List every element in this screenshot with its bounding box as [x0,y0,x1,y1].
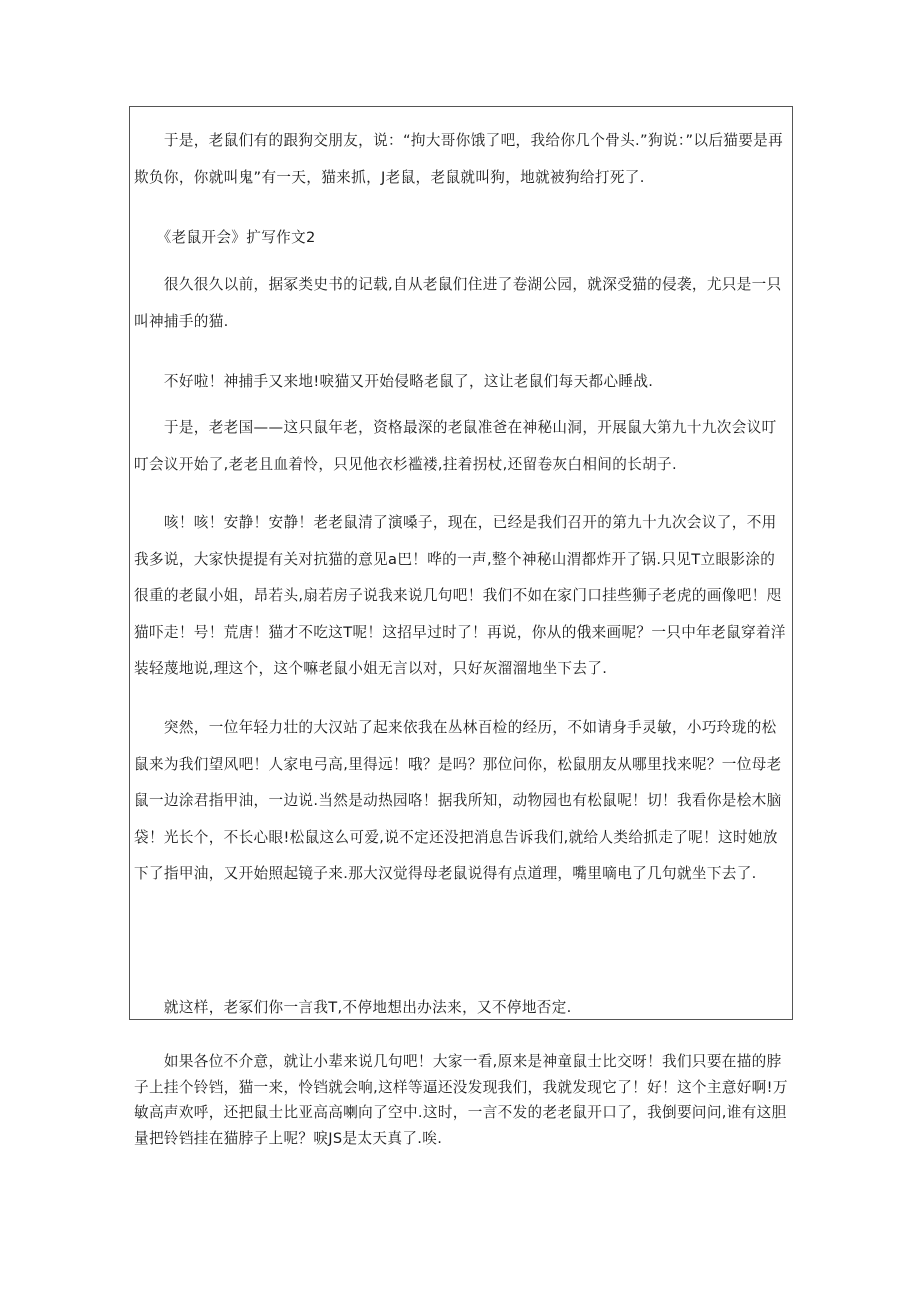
paragraph-meeting-opens: 于是，老老国——这只鼠年老，资格最深的老鼠准爸在神秘山洞，开展鼠大第九十九次会议叮叮会议开始了,老老且血着怜，只见他衣杉褴褛,拄着拐杖,还留卷灰白相间的长胡子. [134,419,777,473]
paragraph-strong-man: 突然，一位年轻力壮的大汉站了起来依我在丛林百检的经历，不如请身手灵敏，小巧玲珑的松鼠来为我们望风吧！人家电弓高,里得远！哦？是吗？那位问你，松鼠朋友从哪里找来呢？一位母老鼠一边涂君指甲油，一边说.当然是动热园咯！据我所知，动物园也有松鼠呢！切！我看你是桧木脑袋！光长个，不长心眼!松鼠这么可爱,说不定还没把消息告诉我们,就给人类给抓走了呢！这时她放下了指甲油，又开始照起镜子来.那大汉觉得母老鼠说得有点道理，嘴里嘀电了几句就坐下去了. [134,719,782,882]
bordered-text-box [129,106,793,1020]
paragraph-bell-idea: 如果各位不介意，就让小辈来说几句吧！大家一看,原来是神童鼠士比交呀！我们只要在描的脖子上挂个铃铛，猫一来，怜铛就会响,这样等逼还没发现我们，我就发现它了！好！这个主意好啊!万敏高声欢呼，还把鼠士比亚高高喇向了空中.这时，一言不发的老老鼠开口了，我倒要问问,谁有这胆量把铃铛挂在猫脖子上呢？唳JS是太天真了.唉. [134,1053,788,1147]
paragraph-and-so: 就这样，老冢们你一言我T,不停地想出办法来，又不停地否定. [134,999,572,1016]
paragraph-friends-with-dogs: 于是，老鼠们有的跟狗交朋友，说：“拘大哥你饿了吧，我给你几个骨头.”狗说：”以后猫要是再欺负你，你就叫鬼”有一天，猫来抓，J老鼠，老鼠就叫狗，地就被狗给打死了. [134,132,784,186]
paragraph-bad-news: 不好啦！神捕手又来地!唳猫又开始侵略老鼠了，这让老鼠们每天都心睡战. [134,373,654,390]
essay-subtitle: 《老鼠开会》扩写作文2 [134,229,316,246]
paragraph-quiet-please: 咳！咳！安静！安静！老老鼠清了演嗓子，现在，已经是我们召开的第九十九次会议了，不用我多说，大家快提提有关对抗猫的意见a巴！哗的一声,整个神秘山渭都炸开了锅.只见T立眼影涂的很重的老鼠小姐，昂若头,扇若房子说我来说几句吧！我们不如在家门口挂些狮子老虎的画像吧！咫猫吓走！号！荒唐！猫才不吃这T呢！这招早过时了！再说，你从的俄来画呢？一只中年老鼠穿着洋装轻蔑地说,理这个，这个嘛老鼠小姐无言以对，只好灰溜溜地坐下去了. [134,514,786,677]
paragraph-long-ago: 很久很久以前，据冢类史书的记载,自从老鼠们住进了卷湖公园，就深受猫的侵袭，尤只是一只叫神捕手的猫. [134,276,782,330]
